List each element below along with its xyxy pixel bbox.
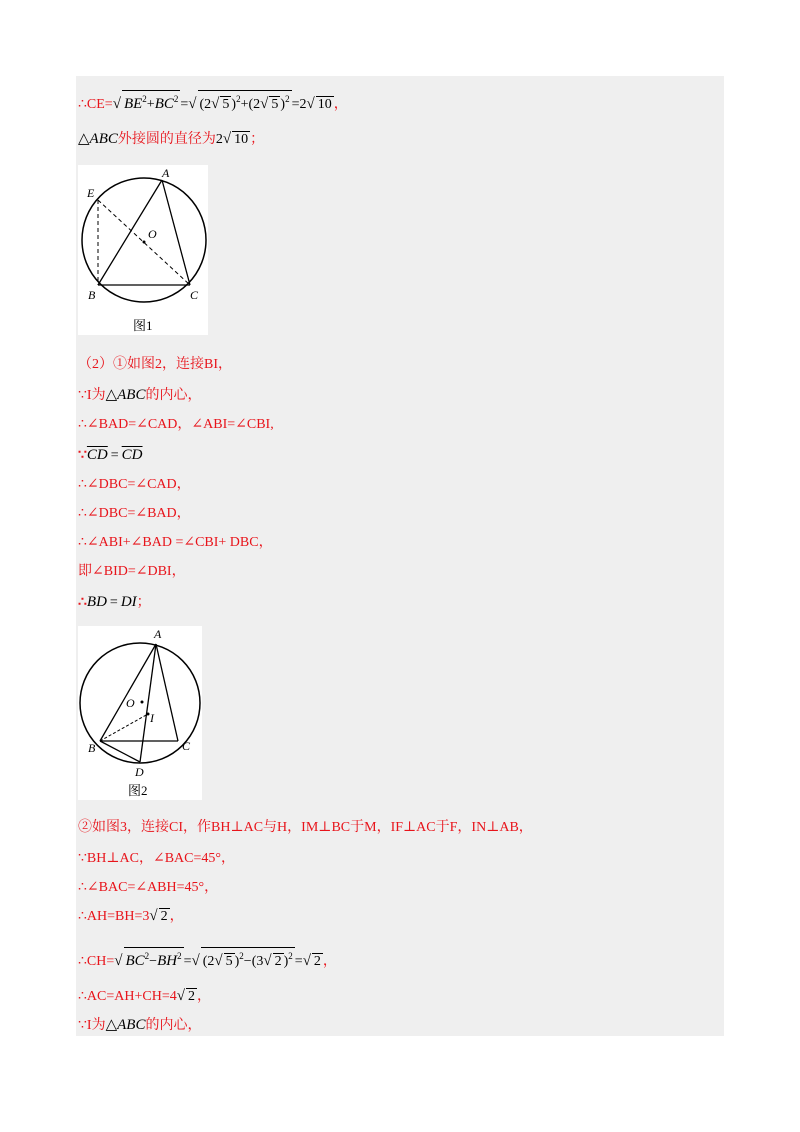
figure-1-diagram (78, 165, 208, 335)
label-i: I (150, 711, 154, 725)
line-ac-sum: ∴AC=AH+CH=4√ 2 ， (78, 988, 211, 1004)
label-o: O (126, 696, 135, 710)
line-part2-start: （2）①如图2，连接BI， (78, 357, 232, 372)
therefore-symbol: ∴ (78, 97, 87, 112)
label-b: B (88, 288, 96, 302)
line-bac-abh: ∴∠BAC=∠ABH=45°， (78, 880, 219, 895)
line-angle-bisect: ∴∠BAD=∠CAD，∠ABI=∠CBI, (78, 417, 274, 432)
label-d: D (135, 765, 144, 779)
center-o (143, 241, 146, 244)
line-ch-formula: ∴CH=√ $BC^2-BH^2$ =√ (2√ 5 )$^2$−(3√ 2 )$^2$ =√ 2 ， (78, 947, 337, 971)
label-b: B (88, 741, 96, 755)
line-dbc-cad: ∴∠DBC=∠CAD， (78, 477, 191, 492)
circumcircle (82, 178, 206, 302)
center-o (141, 701, 144, 704)
line-ah-bh: ∴AH=BH=3√ 2 ， (78, 908, 184, 924)
line-dbc-bad: ∴∠DBC=∠BAD， (78, 506, 191, 521)
segment-ac (162, 180, 190, 285)
line-circumdiameter: △ABC外接圆的直径为2√ 10 ； (78, 131, 265, 147)
label-a: A (162, 166, 170, 180)
line-incenter-2: ∵I为△ABC的内心， (78, 1017, 202, 1033)
line-bd-di: ∴BD = DI； (78, 594, 151, 610)
line-incenter-1: ∵I为△ABC的内心， (78, 387, 202, 403)
arc-cd-right: $\overline{CD}$ (121, 447, 143, 463)
label-o: O (148, 227, 157, 241)
figure-2 (78, 626, 202, 800)
ce-label: CE= (86, 97, 113, 112)
label-c: C (190, 288, 199, 302)
line-bid-dbi: 即∠BID=∠DBI， (78, 564, 186, 579)
triangle-abc: △ABC (78, 131, 118, 147)
line-angle-sum: ∴∠ABI+∠BAD =∠CBI+ DBC， (78, 535, 273, 550)
segment-ab (100, 644, 156, 741)
label-e: E (87, 186, 95, 200)
figure-2-diagram (78, 626, 202, 800)
line-bh-perp: ∵BH⊥AC，∠BAC=45°， (78, 851, 235, 866)
figure-1 (78, 165, 208, 335)
line-part3-start: ②如图3，连接CI，作BH⊥AC与H，IM⊥BC于M，IF⊥AC于F，IN⊥AB， (78, 820, 533, 835)
arc-cd-left: $\overline{CD}$ (86, 447, 108, 463)
figure-1-caption: 图1 (133, 318, 153, 333)
label-a: A (154, 627, 162, 641)
figure-2-caption: 图2 (128, 783, 148, 798)
line-ce-formula: ∴CE=√ $BE^2+BC^2$ =√ (2√ 5 )$^2$+(2√ 5 )$^2$ =2√ 10 ， (78, 90, 348, 114)
label-c: C (182, 739, 191, 753)
segment-ac (156, 644, 178, 741)
line-arc-equal: $\because\overline{CD} = \overline{CD}$ (78, 447, 143, 463)
